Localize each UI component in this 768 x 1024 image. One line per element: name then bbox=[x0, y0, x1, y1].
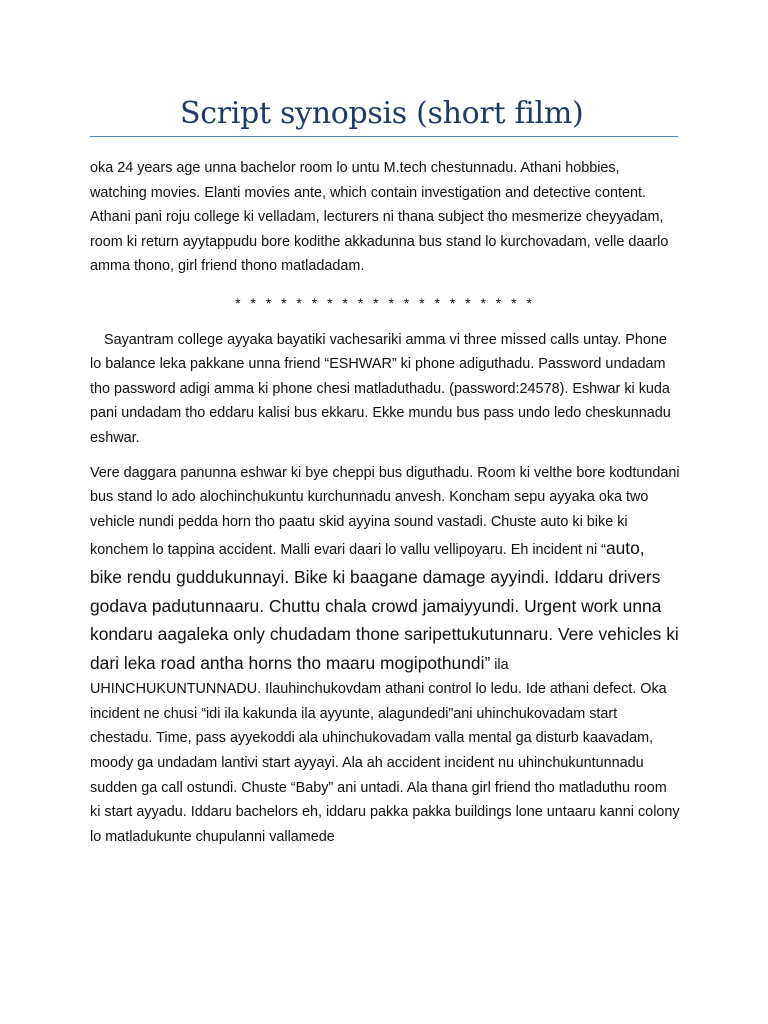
paragraph-accident-start: Vere daggara panunna eshwar ki bye cheppi bus diguthadu. Room ki velthe bore kodtundani bus stand lo ado alochinchukuntu kurchunnadu anvesh. Koncham sepu ayyaka oka two vehicle nundi pedda horn tho paatu skid ayyina sound vastadi. Chuste auto ki bike ki konchem lo tappina accident. Malli evari daari lo vallu vellipoyaru. Eh incident ni “ bbox=[90, 464, 680, 559]
page-title: Script synopsis (short film) bbox=[180, 96, 584, 131]
paragraph-evening: Sayantram college ayyaka bayatiki vachesariki amma vi three missed calls untay. Phone lo balance leka pakkane unna friend “ESHWAR” ki phone adiguthadu. Password undadam tho password adigi amma ki phone chesi matladuthadu. (password:24578). Eshwar ki kuda pani undadam tho eddaru kalisi bus ekkaru. Ekke mundu bus pass undo ledo cheskunnadu eshwar. bbox=[90, 331, 671, 446]
paragraph-accident bbox=[90, 461, 680, 850]
paragraph-intro: oka 24 years age unna bachelor room lo untu M.tech chestunnadu. Athani hobbies, watching movies. Elanti movies ante, which contain investigation and detective content. Athani pani roju college ki velladam, lecturers ni thana subject tho mesmerize cheyyadam, room ki return ayytappudu bore kodithe akkadunna bus stand lo kurchovadam, velle daarlo amma thono, girl friend thono matladadam. bbox=[90, 160, 669, 275]
document-body bbox=[90, 156, 680, 849]
paragraph-accident-imagined: auto, bike rendu guddukunnayi. Bike ki baagane damage ayyindi. Iddaru drivers godava padutunnaaru. Chuttu chala crowd jamaiyyundi. Urgent work unna kondaru aagaleka only chudadam thone saripettukutunnaru. Vere vehicles ki dari leka road antha horns tho maaru mogipothundi” bbox=[90, 538, 679, 673]
paragraph-accident-end: ila UHINCHUKUNTUNNADU. Ilauhinchukovdam athani control lo ledu. Ide athani defect. Oka incident ne chusi “idi ila kakunda ila ayyunte, alagundedi”ani uhinchukovadam start chestadu. Time, pass ayyekoddi ala uhinchukovadam valla mental ga disturb kaavadam, moody ga undadam lantivi start ayyayi. Ala ah accident incident nu uhinchukuntunnadu sudden ga call ostundi. Chuste “Baby” ani untadi. Ala thana girl friend tho matladuthu room ki start ayyadu. Iddaru bachelors eh, iddaru pakka pakka buildings lone untaaru kanni colony lo matladukunte chupulanni vallamede bbox=[90, 656, 680, 845]
scene-separator: * * * * * * * * * * * * * * * * * * * * bbox=[235, 294, 535, 311]
title-underline bbox=[90, 136, 678, 137]
